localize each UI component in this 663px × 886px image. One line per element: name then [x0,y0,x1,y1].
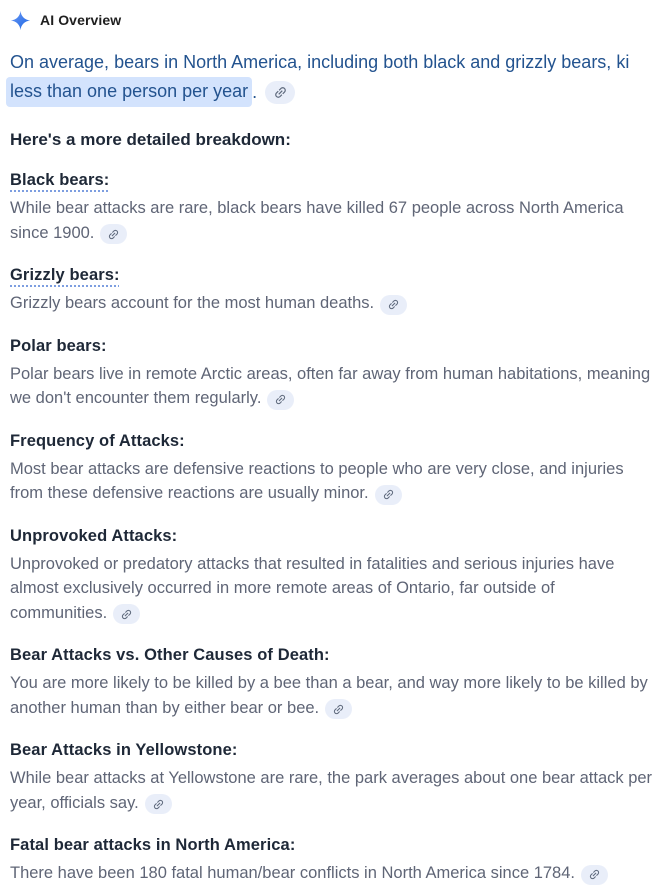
section-body: There have been 180 fatal human/bear conflicts in North America since 1784. [10,864,575,882]
section-title: Bear Attacks in Yellowstone: [10,741,238,759]
link-icon [149,795,167,813]
section-bear-attacks-vs-other-causes [10,646,653,720]
source-link-chip[interactable] [267,390,294,410]
section-title-link[interactable]: Black bears: [10,171,110,189]
breakdown-intro: Here's a more detailed breakdown: [10,130,291,149]
ai-overview-label: AI Overview [40,12,122,28]
section-body: Unprovoked or predatory attacks that resulted in fatalities and serious injuries have almost exclusively occurred in more remote areas of Ontario, far outside of communities. [10,554,615,622]
section-grizzly-bears [10,266,653,316]
section-body: Polar bears live in remote Arctic areas, often far away from human habitations, meaning we don't encounter them regularly. [10,364,651,407]
section-title: Polar bears: [10,336,107,355]
link-icon [105,225,123,243]
source-link-chip[interactable] [581,865,608,885]
link-icon [384,295,402,313]
summary-highlighted-answer[interactable]: less than one person per year [6,77,252,107]
section-fatal-bear-attacks [10,836,653,886]
section-unprovoked-attacks [10,527,653,626]
section-title: Fatal bear attacks in North America: [10,836,296,854]
section-title: Bear Attacks vs. Other Causes of Death: [10,646,330,664]
ai-overview-header [10,8,653,32]
link-icon [329,700,347,718]
summary-paragraph [10,49,653,107]
source-link-chip[interactable] [113,604,140,624]
section-body: Most bear attacks are defensive reactions to people who are very close, and injuries from these defensive reactions are usually minor. [10,459,624,502]
section-title: Frequency of Attacks: [10,431,185,450]
link-icon [118,605,136,623]
section-body: You are more likely to be killed by a bee than a bear, and way more likely to be killed by another human than by either bear or bee. [10,674,648,717]
summary-period: . [252,81,258,102]
link-icon [585,865,603,883]
gemini-sparkle-icon [10,10,31,31]
summary-line-1: On average, bears in North America, including both black and grizzly bears, ki [10,52,630,72]
section-body: While bear attacks at Yellowstone are rare, the park averages about one bear attack per year, officials say. [10,769,653,812]
section-black-bears [10,171,653,245]
section-title-link[interactable]: Grizzly bears: [10,266,120,284]
source-link-chip[interactable] [100,224,127,244]
link-icon [272,390,290,408]
section-bear-attacks-in-yellowstone [10,741,653,815]
source-link-chip[interactable] [380,295,407,315]
section-title: Unprovoked Attacks: [10,526,178,545]
section-body: Grizzly bears account for the most human deaths. [10,294,375,312]
source-link-chip[interactable] [145,794,172,814]
source-link-chip[interactable] [265,81,295,104]
source-link-chip[interactable] [325,699,352,719]
source-link-chip[interactable] [375,485,402,505]
section-polar-bears [10,337,653,411]
section-frequency-of-attacks [10,432,653,506]
link-icon [379,485,397,503]
section-body: While bear attacks are rare, black bears have killed 67 people across North America since 1900. [10,199,624,242]
link-icon [270,81,291,102]
